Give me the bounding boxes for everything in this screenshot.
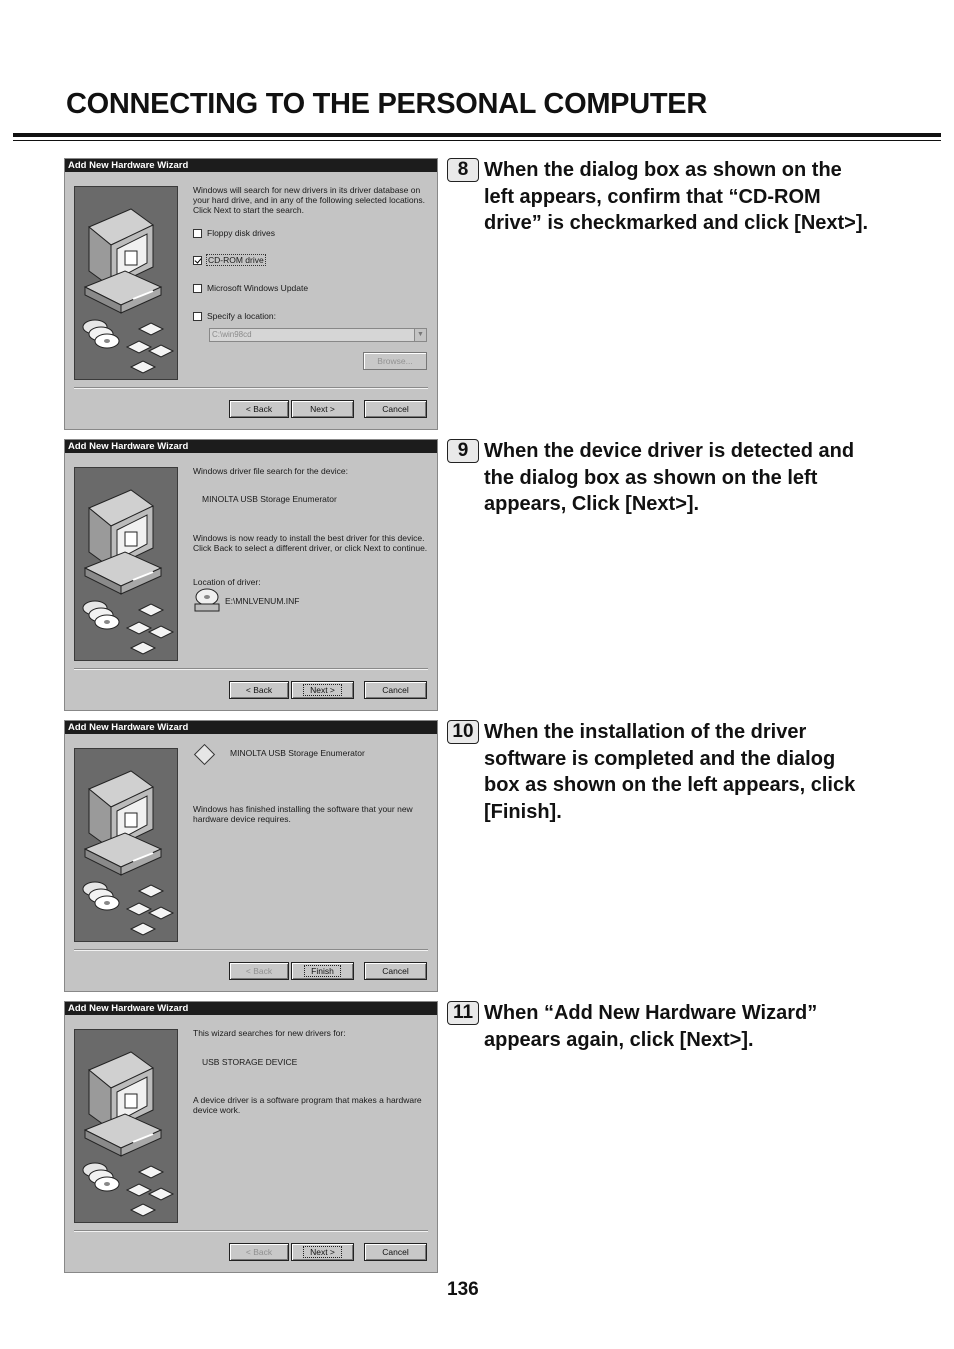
button-separator <box>74 1230 428 1232</box>
device-name: MINOLTA USB Storage Enumerator <box>202 494 337 504</box>
cancel-button[interactable]: Cancel <box>364 681 427 699</box>
option-label: CD-ROM drive <box>208 255 264 265</box>
location-label: Location of driver: <box>193 577 261 587</box>
button-separator <box>74 668 428 670</box>
finished-text: Windows has finished installing the software that your new hardware device requires. <box>193 804 413 824</box>
step-instruction: When the device driver is detected and the dialog box as shown on the left appears, Click [Next>]. <box>484 440 855 515</box>
ready-text: Windows is now ready to install the best driver for this device. Click Back to select a different driver, or click Next to continue. <box>193 533 428 553</box>
option-label: Floppy disk drives <box>207 228 276 238</box>
title-rule-thick <box>13 133 941 137</box>
back-button[interactable]: < Back <box>229 1243 289 1261</box>
wizard-dialog-driver-search <box>64 158 438 430</box>
checkbox-icon[interactable] <box>193 229 202 238</box>
search-intro-text: Windows will search for new drivers in its driver database on your hard drive, and in any of the following selected locations. Click Next to start the search. <box>193 185 425 215</box>
next-button[interactable]: Next > <box>291 400 354 418</box>
title-rule-thin <box>13 140 941 141</box>
device-name: USB STORAGE DEVICE <box>202 1057 298 1067</box>
checkbox-icon[interactable] <box>193 284 202 293</box>
option-floppy[interactable] <box>193 228 275 238</box>
option-specify-location[interactable] <box>193 311 276 321</box>
page-title: CONNECTING TO THE PERSONAL COMPUTER <box>66 88 707 120</box>
cancel-button[interactable]: Cancel <box>364 1243 427 1261</box>
option-windows-update[interactable] <box>193 283 308 293</box>
cd-drive-icon <box>193 587 221 613</box>
option-cdrom[interactable] <box>193 255 265 265</box>
wizard-illustration-icon <box>74 748 178 942</box>
dialog-title: Add New Hardware Wizard <box>65 159 437 172</box>
wizard-illustration-icon <box>74 1029 178 1223</box>
option-label: Microsoft Windows Update <box>207 283 309 293</box>
step-instruction: When the installation of the driver software is completed and the dialog box as shown on the left appears, click [Finish]. <box>484 721 856 823</box>
back-button[interactable]: < Back <box>229 962 289 980</box>
step-instruction: When the dialog box as shown on the left appears, confirm that “CD-ROM drive” is checkmarked and click [Next>]. <box>484 159 869 234</box>
checkbox-icon[interactable] <box>193 312 202 321</box>
finish-button[interactable] <box>291 962 354 980</box>
checkbox-checked-icon[interactable] <box>193 256 202 265</box>
browse-button[interactable]: Browse... <box>363 352 427 370</box>
driver-explanation-text: A device driver is a software program that makes a hardware device work. <box>193 1095 422 1115</box>
step-number-badge: 11 <box>447 1001 479 1025</box>
step-instruction: When “Add New Hardware Wizard” appears again, click [Next>]. <box>484 1002 818 1051</box>
device-name: MINOLTA USB Storage Enumerator <box>230 748 365 758</box>
chevron-down-icon[interactable]: ▼ <box>414 329 426 341</box>
wizard-illustration-icon <box>74 467 178 661</box>
option-label: Specify a location: <box>207 311 276 321</box>
wizard-dialog-driver-found <box>64 439 438 711</box>
step-number-badge: 10 <box>447 720 479 744</box>
search-line-text: This wizard searches for new drivers for: <box>193 1028 346 1038</box>
step-number-badge: 9 <box>447 439 479 463</box>
next-button[interactable] <box>291 681 354 699</box>
next-button-label: Next > <box>304 685 341 695</box>
step-number-badge: 8 <box>447 158 479 182</box>
search-line-text: Windows driver file search for the device: <box>193 466 348 476</box>
finish-button-label: Finish <box>305 966 340 976</box>
cancel-button[interactable]: Cancel <box>364 400 427 418</box>
back-button[interactable]: < Back <box>229 400 289 418</box>
location-combo[interactable] <box>209 328 427 342</box>
wizard-illustration-icon <box>74 186 178 380</box>
location-value: C:\win98cd <box>212 330 252 339</box>
page-number: 136 <box>447 1279 479 1300</box>
button-separator <box>74 949 428 951</box>
dialog-title: Add New Hardware Wizard <box>65 1002 437 1015</box>
device-diamond-icon <box>194 744 215 765</box>
back-button[interactable]: < Back <box>229 681 289 699</box>
next-button[interactable] <box>291 1243 354 1261</box>
wizard-dialog-install-complete <box>64 720 438 992</box>
driver-path: E:\MNLVENUM.INF <box>225 596 300 606</box>
dialog-title: Add New Hardware Wizard <box>65 721 437 734</box>
dialog-title: Add New Hardware Wizard <box>65 440 437 453</box>
button-separator <box>74 387 428 389</box>
wizard-dialog-search-again <box>64 1001 438 1273</box>
next-button-label: Next > <box>304 1247 341 1257</box>
cancel-button[interactable]: Cancel <box>364 962 427 980</box>
